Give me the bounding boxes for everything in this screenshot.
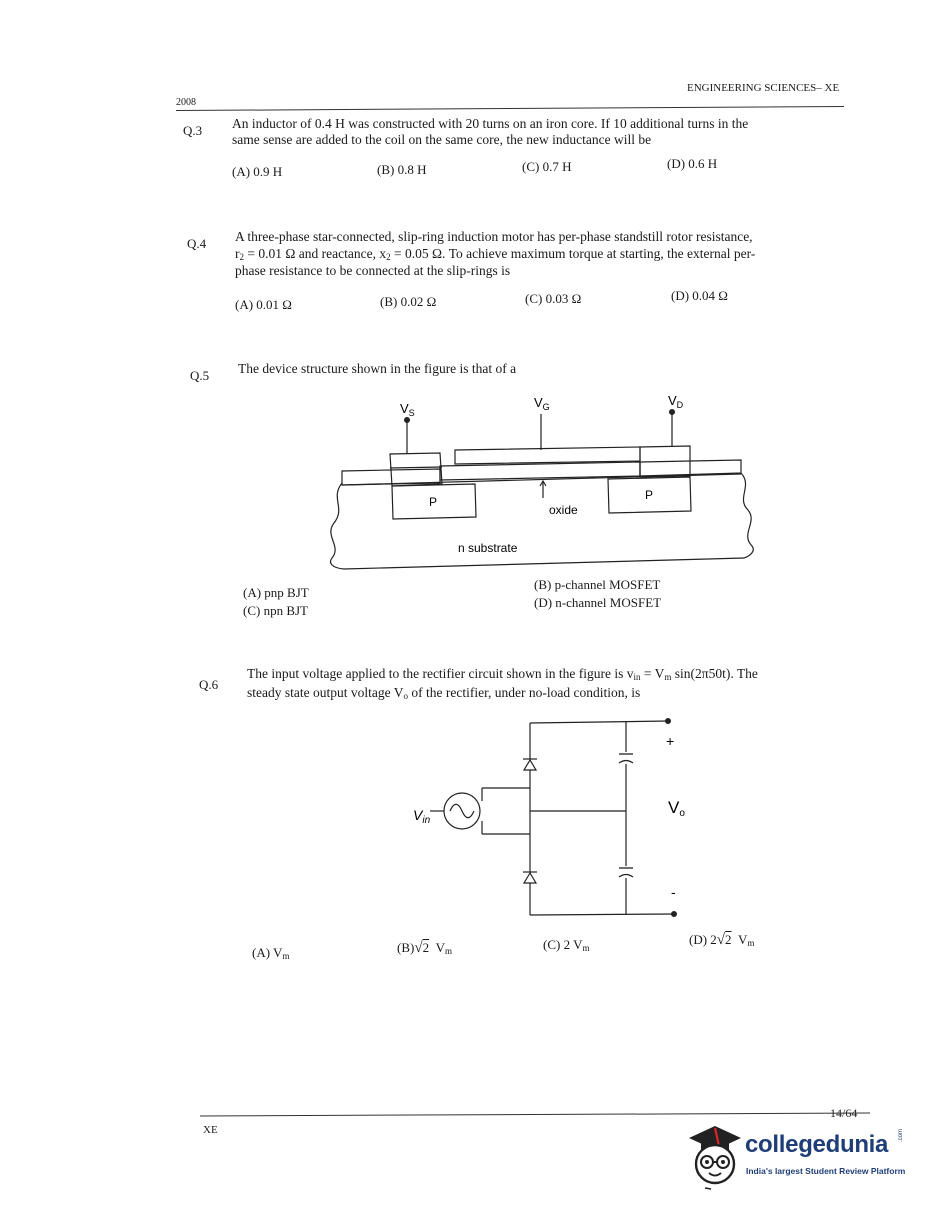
q5-option-c: (C) npn BJT bbox=[243, 603, 308, 618]
q5-option-a: (A) pnp BJT bbox=[243, 585, 309, 600]
q4-option-b: (B) 0.02 Ω bbox=[380, 294, 437, 309]
output-minus-label: - bbox=[671, 884, 676, 900]
q3-text-line1: An inductor of 0.4 H was constructed with 20 turns on an iron core. If 10 additional turns in the bbox=[232, 116, 749, 131]
oxide-label: oxide bbox=[549, 503, 578, 517]
drain-terminal-dot bbox=[669, 409, 675, 415]
paper-code: XE bbox=[203, 1124, 218, 1136]
substrate-label: n substrate bbox=[458, 541, 518, 555]
q6-option-b: (B)√2 $V_m$ bbox=[397, 940, 452, 956]
source-terminal-label: $V_S$ bbox=[400, 401, 415, 418]
output-positive-terminal bbox=[665, 718, 671, 724]
exam-year: 2008 bbox=[176, 97, 196, 108]
q4-option-c: (C) 0.03 Ω bbox=[525, 291, 582, 306]
bottom-rail bbox=[530, 914, 674, 915]
diode-lower bbox=[523, 872, 537, 883]
q3-number: Q.3 bbox=[183, 123, 203, 138]
q5-text: The device structure shown in the figure is that of a bbox=[238, 361, 517, 376]
collegedunia-mascot-logo bbox=[683, 1120, 747, 1192]
header-rule bbox=[176, 106, 844, 111]
ac-source-wave-icon bbox=[450, 804, 474, 818]
q4-number: Q.4 bbox=[187, 236, 207, 251]
q6-option-a: (A) $V_m$ bbox=[252, 945, 290, 961]
top-rail bbox=[530, 721, 668, 723]
mosfet-structure-figure bbox=[320, 388, 760, 578]
q3-text-line2: same sense are added to the coil on the same core, the new inductance will be bbox=[232, 132, 652, 147]
diode-upper bbox=[523, 759, 537, 770]
brand-tagline: India's largest Student Review Platform bbox=[746, 1166, 906, 1176]
output-voltage-label: Vo bbox=[668, 798, 685, 819]
p-region-left-label: P bbox=[429, 495, 438, 509]
page-number: 14/64 bbox=[830, 1106, 858, 1120]
section-header: ENGINEERING SCIENCES– XE bbox=[687, 82, 840, 94]
gate-metal bbox=[455, 447, 640, 464]
q3-option-b: (B) 0.8 H bbox=[377, 162, 427, 177]
q3-option-c: (C) 0.7 H bbox=[522, 159, 572, 174]
q5-option-d: (D) n-channel MOSFET bbox=[534, 595, 662, 610]
q3-option-d: (D) 0.6 H bbox=[667, 156, 718, 171]
q5-option-b: (B) p-channel MOSFET bbox=[534, 577, 661, 592]
drain-terminal-label: $V_D$ bbox=[668, 393, 684, 410]
q6-number: Q.6 bbox=[199, 677, 219, 692]
substrate-right-edge bbox=[741, 473, 753, 558]
gate-terminal-label: $V_G$ bbox=[534, 395, 550, 412]
output-plus-label: + bbox=[666, 733, 675, 749]
q3-option-a: (A) 0.9 H bbox=[232, 164, 283, 179]
q4-text-line2: $r_2 = 0.01$ Ω and reactance, $x_2 = 0.05$ Ω. To achieve maximum torque at starting, the external per- bbox=[235, 246, 756, 262]
q5-number: Q.5 bbox=[190, 368, 210, 383]
brand-name: collegedunia bbox=[745, 1131, 889, 1158]
q4-text-line1: A three-phase star-connected, slip-ring induction motor has per-phase standstill rotor resistance, bbox=[235, 229, 753, 244]
capacitor-lower bbox=[618, 866, 634, 878]
q4-option-a: (A) 0.01 Ω bbox=[235, 297, 292, 312]
output-negative-terminal bbox=[671, 911, 677, 917]
capacitor-upper bbox=[618, 752, 634, 764]
substrate-bottom-edge bbox=[344, 558, 744, 569]
q6-option-d: (D) 2√2 $V_m$ bbox=[689, 932, 755, 948]
q6-text-line1: The input voltage applied to the rectifier circuit shown in the figure is $v_{in} = V_m$ sin(2π50t). The bbox=[247, 666, 758, 682]
rectifier-circuit-figure bbox=[400, 712, 700, 927]
q4-option-d: (D) 0.04 Ω bbox=[671, 288, 728, 303]
q6-option-c: (C) 2 $V_m$ bbox=[543, 937, 590, 953]
brand-suffix: .com bbox=[898, 1128, 904, 1142]
p-region-right-label: P bbox=[645, 488, 654, 502]
substrate-left-edge bbox=[331, 483, 345, 569]
footer-rule bbox=[200, 1113, 870, 1117]
input-voltage-label: $V_{in}$ bbox=[413, 807, 431, 826]
q6-text-line2: steady state output voltage $V_o$ of the rectifier, under no-load condition, is bbox=[247, 685, 641, 701]
q4-text-line3: phase resistance to be connected at the slip-rings is bbox=[235, 263, 511, 278]
